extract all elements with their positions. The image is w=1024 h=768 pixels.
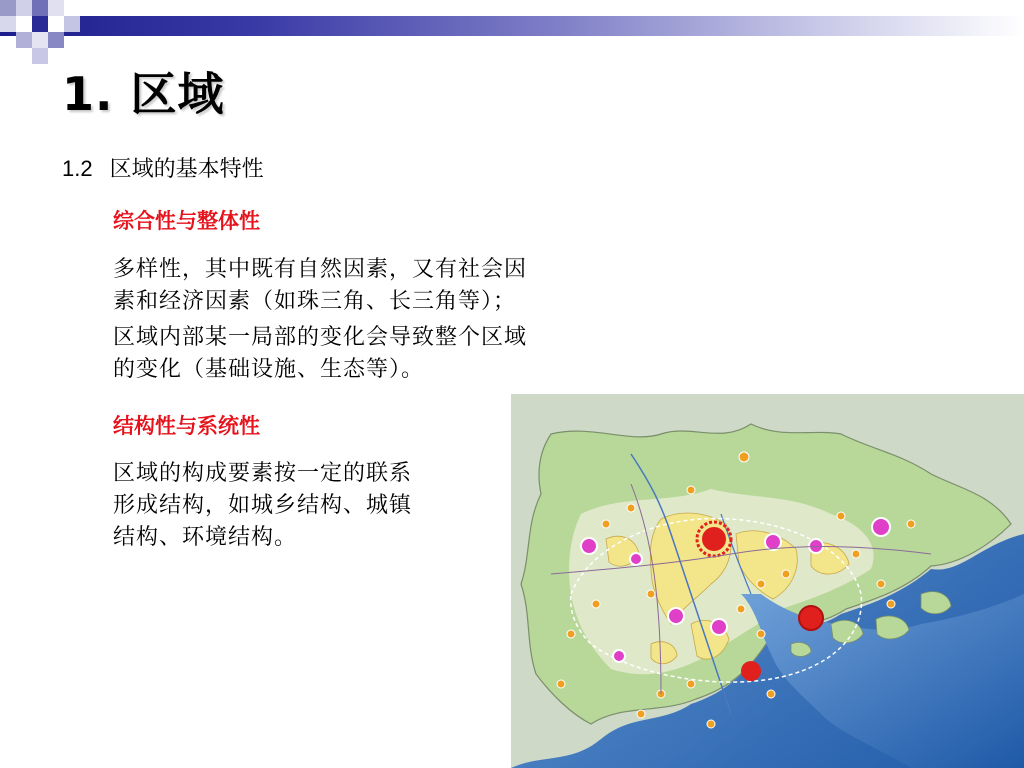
slide-title: 1. 区域 (62, 67, 225, 121)
header-square-1 (0, 0, 16, 16)
trait-2-line-1: 区域的构成要素按一定的联系 (113, 461, 413, 486)
section-heading (62, 152, 264, 183)
regional-plan-map-image (511, 394, 1024, 768)
trait-heading-2: 结构性与系统性 (113, 414, 260, 438)
header-square-13 (32, 48, 48, 64)
trait-1-line-4: 的变化（基础设施、生态等）。 (113, 357, 425, 382)
header-square-12 (48, 32, 64, 48)
header-square-9 (64, 16, 80, 32)
trait-2-line-3: 结构、环境结构。 (113, 525, 298, 550)
trait-1-line-3: 区域内部某一局部的变化会导致整个区域 (113, 325, 528, 350)
header-square-8 (48, 16, 64, 32)
header-gradient-band (0, 16, 1024, 36)
header-square-4 (48, 0, 64, 16)
trait-heading-1: 综合性与整体性 (113, 209, 260, 233)
section-number: 1.2 (62, 156, 93, 181)
header-square-7 (32, 16, 48, 32)
header-square-2 (16, 0, 32, 16)
trait-1-line-2: 素和经济因素（如珠三角、长三角等）； (113, 289, 517, 314)
header-square-10 (16, 32, 32, 48)
header-square-5 (0, 16, 16, 32)
section-title: 区域的基本特性 (109, 157, 264, 182)
header-square-6 (16, 16, 32, 32)
trait-1-line-1: 多样性，其中既有自然因素，又有社会因 (113, 257, 528, 282)
trait-2-line-2: 形成结构，如城乡结构、城镇 (113, 493, 413, 518)
header-square-3 (32, 0, 48, 16)
header-square-11 (32, 32, 48, 48)
